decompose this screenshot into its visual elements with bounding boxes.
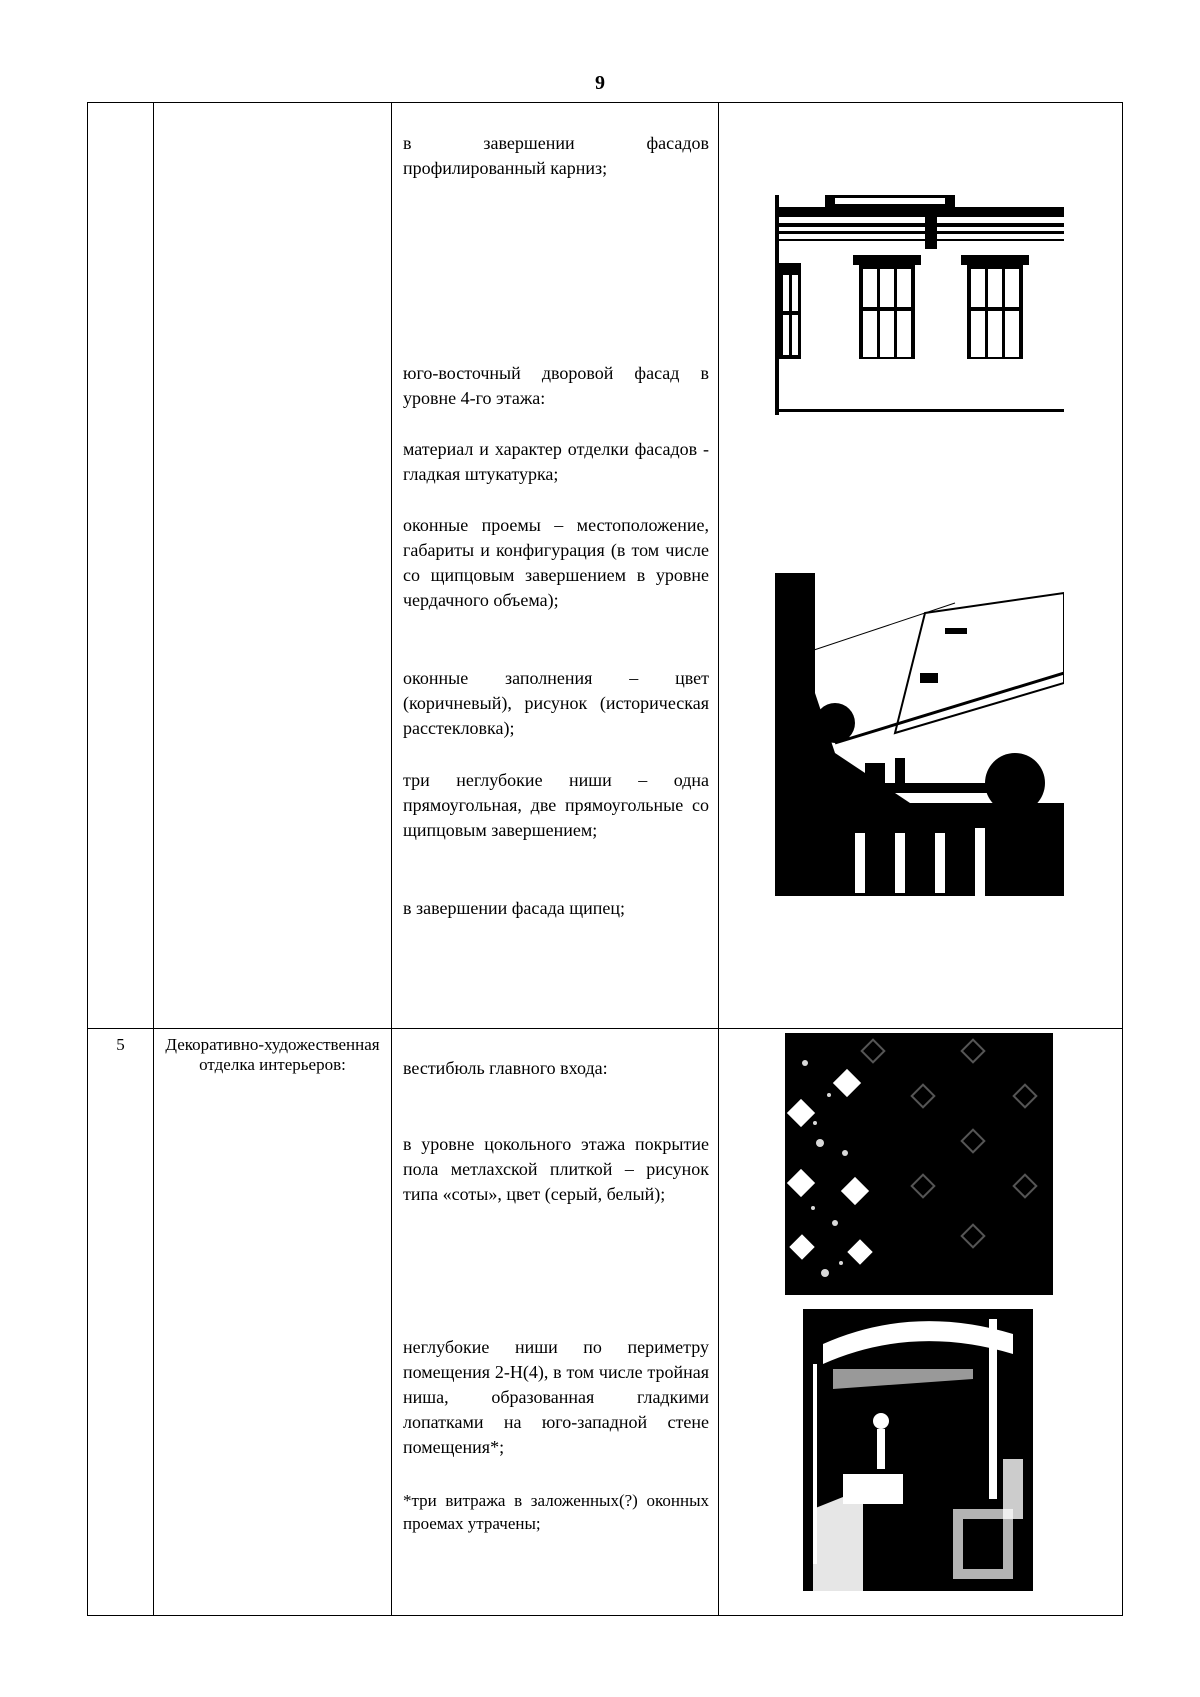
table-row	[88, 1029, 1123, 1616]
table-row	[88, 103, 1123, 1029]
interior-niche-photo	[803, 1309, 1033, 1591]
paragraph: юго-восточный дворовой фасад в уровне 4-го этажа:	[403, 363, 709, 408]
description-cell	[392, 103, 719, 1029]
paragraph: неглубокие ниши по периметру помещения 2-Н(4), в том числе тройная ниша, образованная гладкими лопатками на юго-западной стене помещения*;	[403, 1337, 709, 1457]
facade-cornice-photo	[775, 195, 1064, 415]
paragraph: материал и характер отделки фасадов - гладкая штукатурка;	[403, 439, 709, 484]
tile-floor-photo	[785, 1033, 1053, 1295]
paragraph: *три витража в заложенных(?) оконных проемах утрачены;	[403, 1491, 709, 1533]
courtyard-facade-photo	[775, 573, 1064, 896]
paragraph: оконные проемы – местоположение, габариты и конфигурация (в том числе со щипцовым завершением в уровне чердачного объема);	[403, 515, 709, 610]
row-number	[88, 103, 154, 1029]
monument-subject-table	[87, 102, 1123, 1616]
row-name: Декоративно-художественная отделка интерьеров:	[154, 1029, 392, 1616]
paragraph: оконные заполнения – цвет (коричневый), рисунок (историческая расстекловка);	[403, 668, 709, 738]
photo-cell	[719, 1029, 1123, 1616]
paragraph: в завершении фасада щипец;	[403, 898, 625, 918]
description-cell	[392, 1029, 719, 1616]
row-name	[154, 103, 392, 1029]
paragraph: в завершении фасадов профилированный карниз;	[403, 133, 709, 178]
photo-cell	[719, 103, 1123, 1029]
page-number: 9	[595, 72, 605, 94]
row-number: 5	[88, 1029, 154, 1616]
paragraph: вестибюль главного входа:	[403, 1058, 608, 1078]
paragraph: в уровне цокольного этажа покрытие пола метлахской плиткой – рисунок типа «соты», цвет (серый, белый);	[403, 1134, 709, 1204]
paragraph: три неглубокие ниши – одна прямоугольная, две прямоугольные со щипцовым завершением;	[403, 770, 709, 840]
